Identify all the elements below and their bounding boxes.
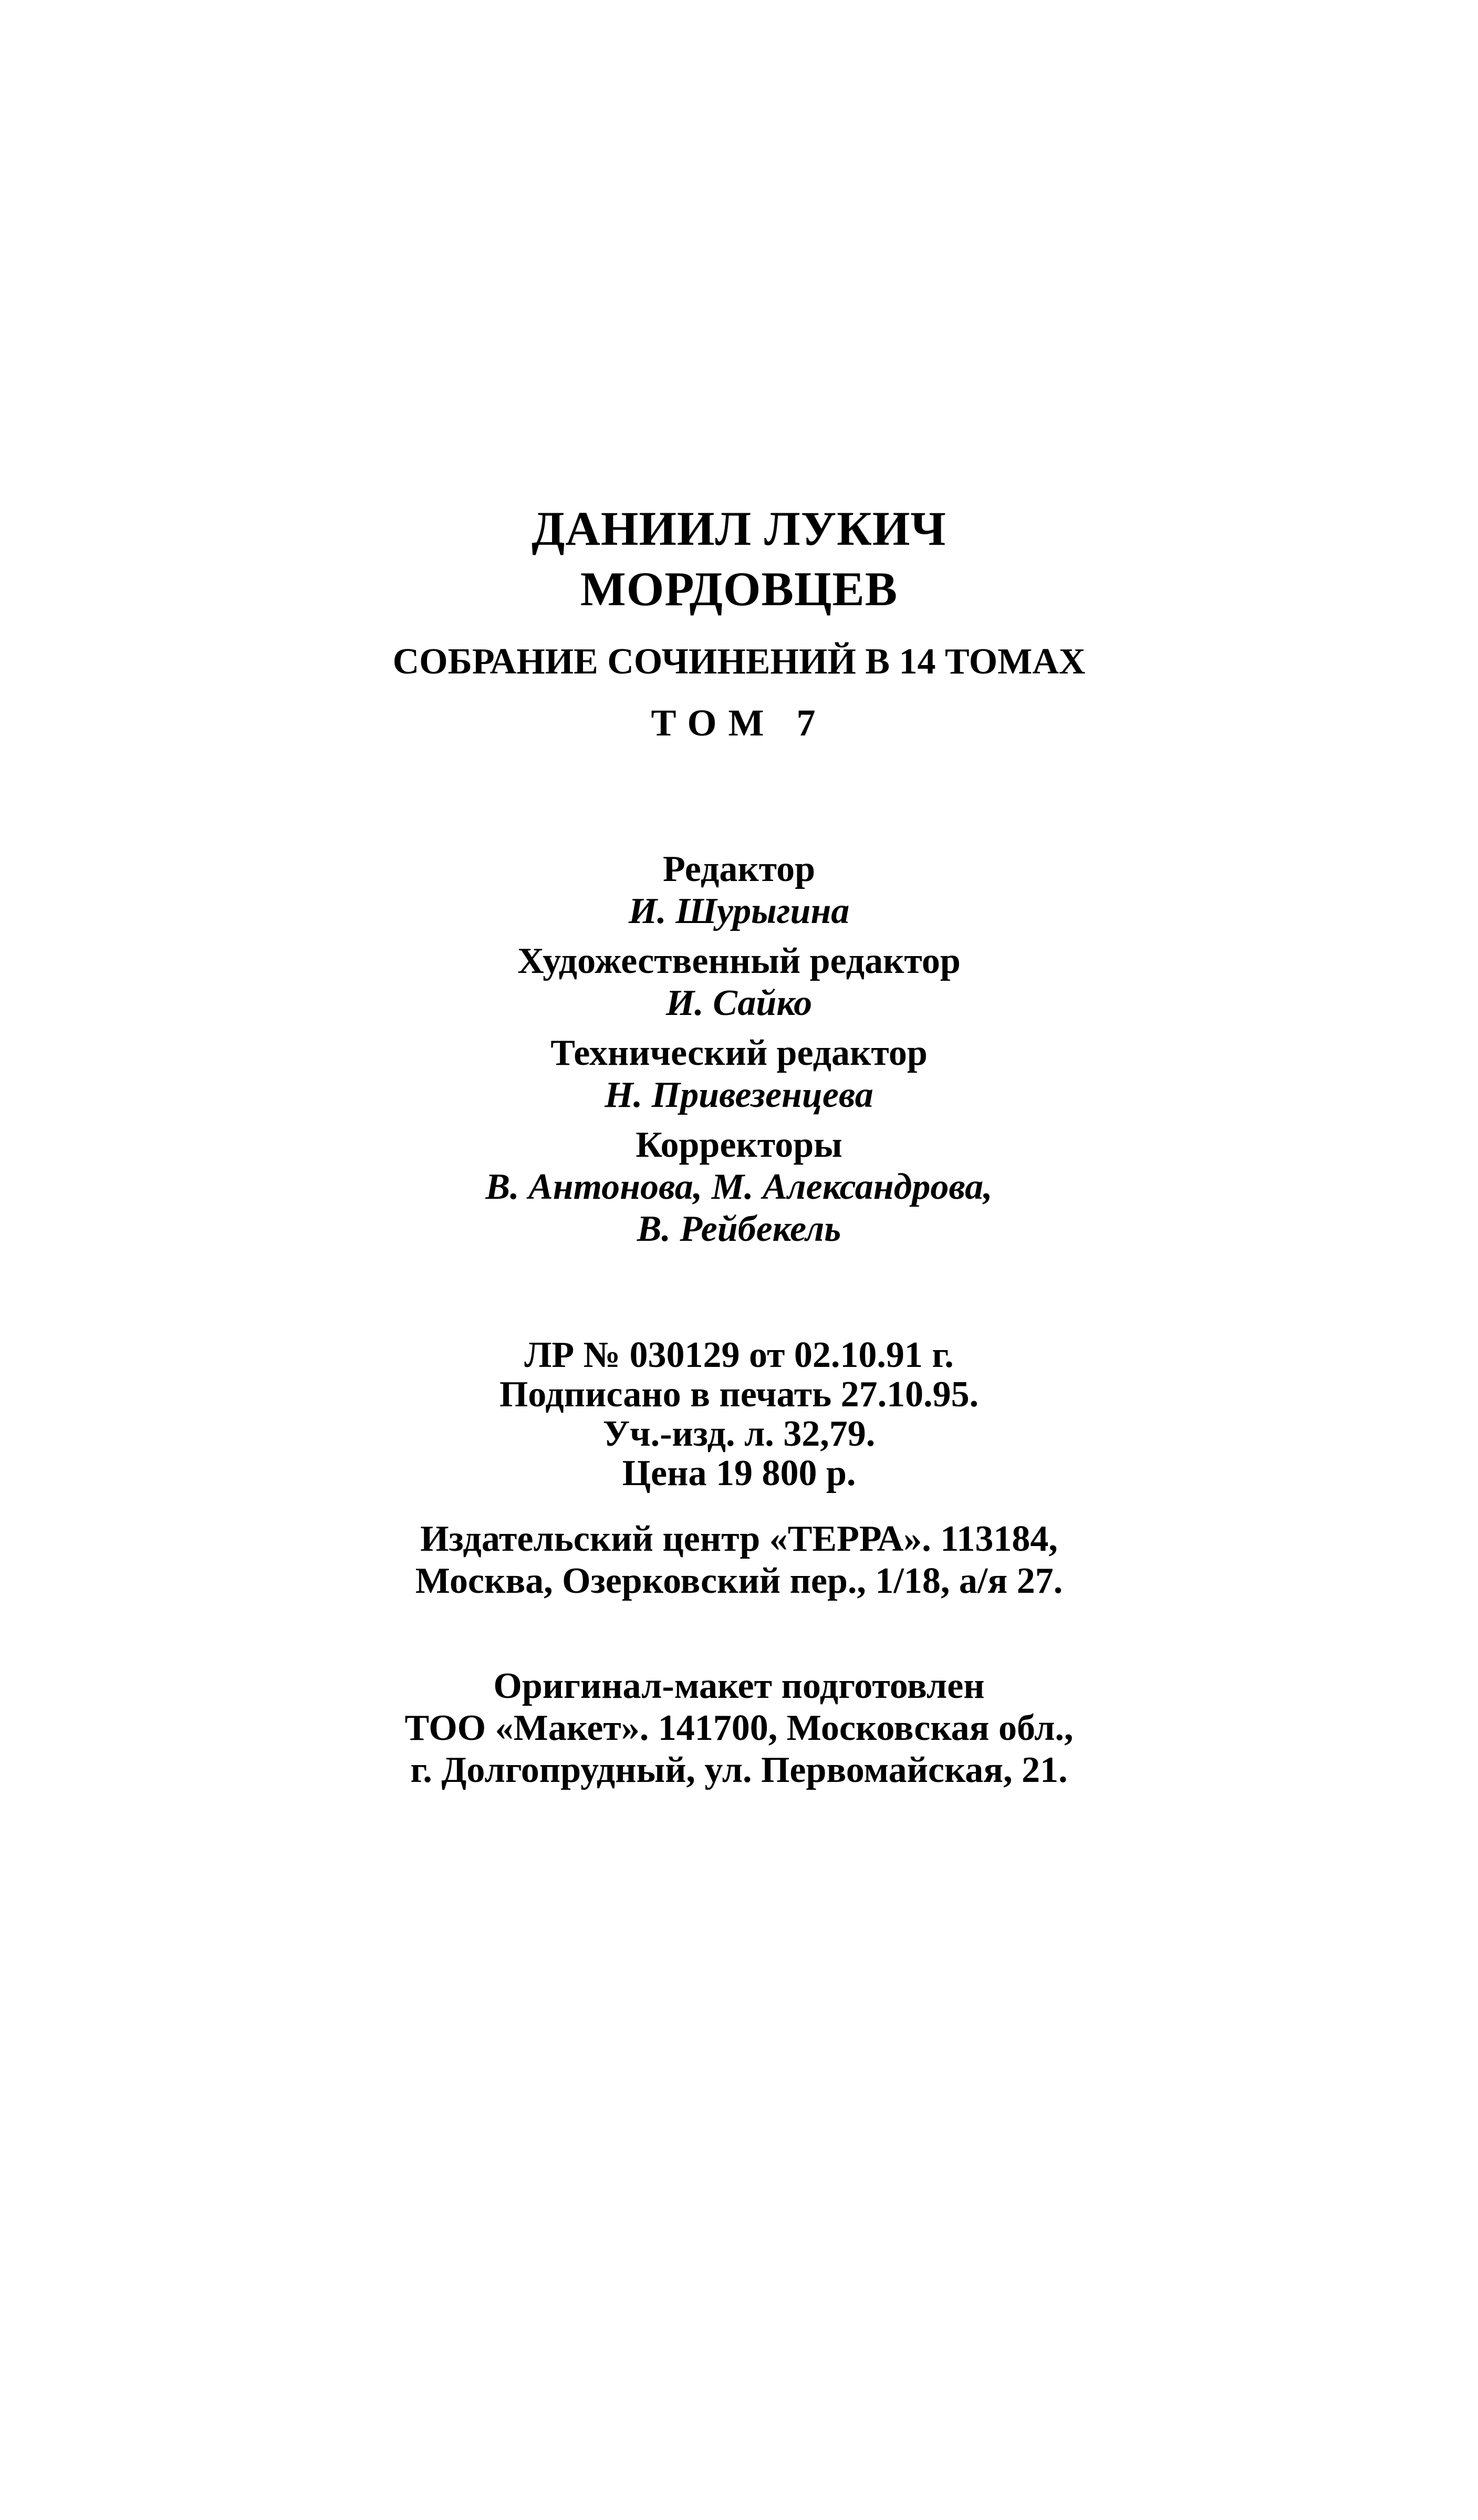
credit-role-editor: Редактор — [662, 849, 816, 889]
author-first-name: ДАНИИЛ ЛУКИЧ — [532, 502, 946, 555]
layout-credit-line-1: Оригинал-макет подготовлен — [493, 1666, 985, 1706]
license-number: ЛР № 030129 от 02.10.91 г. — [524, 1335, 954, 1375]
credit-name-tech-editor: Н. Привезенцева — [605, 1075, 873, 1115]
volume-number: ТОМ 7 — [651, 702, 827, 744]
layout-credit-line-3: г. Долгопрудный, ул. Первомайская, 21. — [410, 1750, 1068, 1790]
collection-title: СОБРАНИЕ СОЧИНЕНИЙ В 14 ТОМАХ — [392, 641, 1086, 682]
publishing-sheets: Уч.-изд. л. 32,79. — [602, 1414, 876, 1454]
price: Цена 19 800 р. — [622, 1453, 856, 1494]
credit-name-editor: И. Шурыгина — [628, 891, 850, 931]
publisher-line-2: Москва, Озерковский пер., 1/18, а/я 27. — [415, 1561, 1063, 1601]
credit-role-tech-editor: Технический редактор — [550, 1033, 928, 1073]
credit-name-art-editor: И. Сайко — [665, 983, 813, 1023]
publisher-line-1: Издательский центр «ТЕРРА». 113184, — [420, 1519, 1058, 1559]
credit-role-proofreaders: Корректоры — [636, 1125, 842, 1165]
credit-name-proofreaders-2: В. Рейбекель — [637, 1209, 841, 1249]
credit-name-proofreaders-1: В. Антонова, М. Александрова, — [485, 1167, 993, 1207]
credit-role-art-editor: Художественный редактор — [517, 941, 961, 981]
signed-to-print: Подписано в печать 27.10.95. — [499, 1374, 979, 1415]
author-last-name: МОРДОВЦЕВ — [580, 562, 898, 616]
layout-credit-line-2: ТОО «Макет». 141700, Московская обл., — [404, 1708, 1074, 1748]
